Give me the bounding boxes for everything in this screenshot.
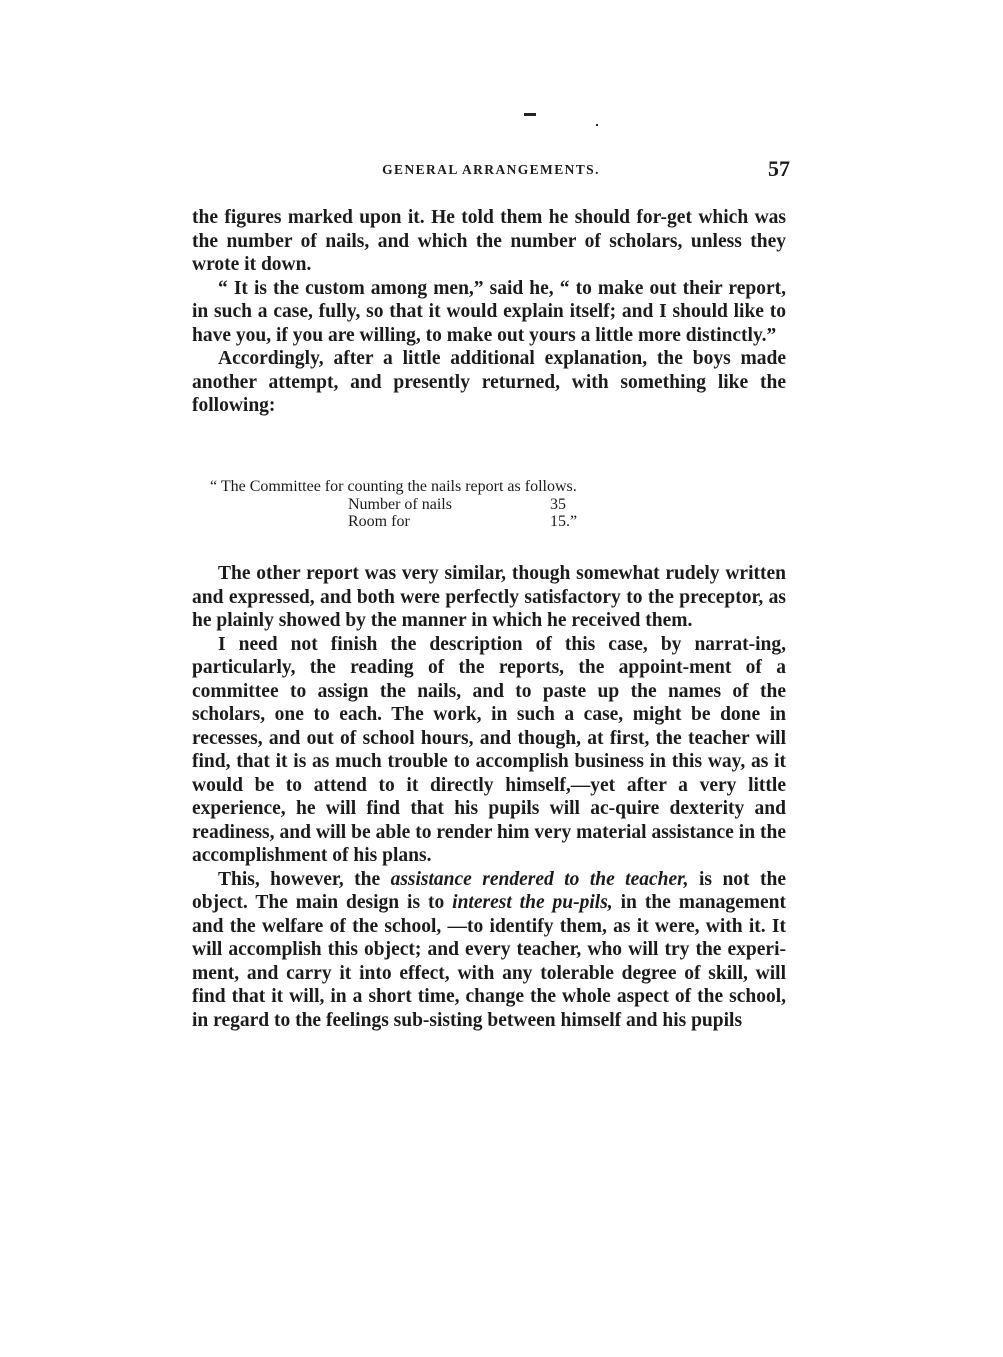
committee-report — [210, 478, 770, 531]
paragraph: Accordingly, after a little additional explanation, the boys made another attempt, and presently returned, with something like the following: — [192, 348, 786, 416]
report-row — [210, 496, 770, 514]
page-header — [192, 156, 790, 186]
report-row — [210, 513, 770, 531]
emphasis-text: assistance rendered to the teacher, — [390, 868, 689, 890]
paragraph — [192, 868, 786, 1033]
report-heading: “ The Committee for counting the nails report as follows. — [210, 478, 577, 495]
page-number: 57 — [768, 156, 790, 181]
paragraph: The other report was very similar, though somewhat rudely written and expressed, and both were perfectly satisfactory to the preceptor, as he plainly showed by the manner in which he received them. — [192, 563, 786, 631]
paragraph: “ It is the custom among men,” said he, “ to make out their report, in such a case, fully, so that it would explain itself; and I should like to have you, if you are willing, to make out yours a little more distinctly.” — [192, 277, 786, 346]
report-row-value: 35 — [550, 495, 566, 513]
paragraph-text: This, however, the — [218, 868, 391, 890]
running-head: GENERAL ARRANGEMENTS. — [382, 162, 600, 177]
paragraph-text: in the management and the welfare of the school, —to identify them, as it were, with it. It will accomplish this object; and every teacher, who will try the experi-ment, and carry it into effect, with any tolerable degree of skill, will find that it will, in a short time, change the whole aspect of the school, in regard to the feelings sub-sisting between himself and his pupils — [192, 892, 786, 1031]
ink-speck — [596, 124, 598, 126]
ink-speck — [524, 113, 536, 116]
paragraph: the figures marked upon it. He told them he should for-get which was the number of nails, and which the number of scholars, unless they wrote it down. — [192, 207, 786, 275]
report-row-label: Room for — [348, 513, 410, 530]
emphasis-text: interest the pu-pils, — [452, 892, 613, 913]
paragraph: I need not finish the description of this case, by narrat-ing, particularly, the reading of the reports, the appoint-ment of a committee to assign the nails, and to paste up the names of the scholars, one to each. The work, in such a case, might be done in recesses, and out of school hours, and though, at first, the teacher will find, that it is as much trouble to accomplish business in this way, as it would be to attend to it directly himself,—yet after a very little experience, he will find that his pupils will ac-quire dexterity and readiness, and will be able to render him very material assistance in the accomplishment of his plans. — [192, 633, 786, 866]
report-row-label: Number of nails — [348, 495, 452, 513]
text-block-top — [192, 206, 786, 418]
paragraph-text: is not the object. The main design is to — [192, 868, 786, 913]
text-block-bottom — [192, 562, 786, 1032]
report-row-value: 15.” — [550, 513, 578, 530]
